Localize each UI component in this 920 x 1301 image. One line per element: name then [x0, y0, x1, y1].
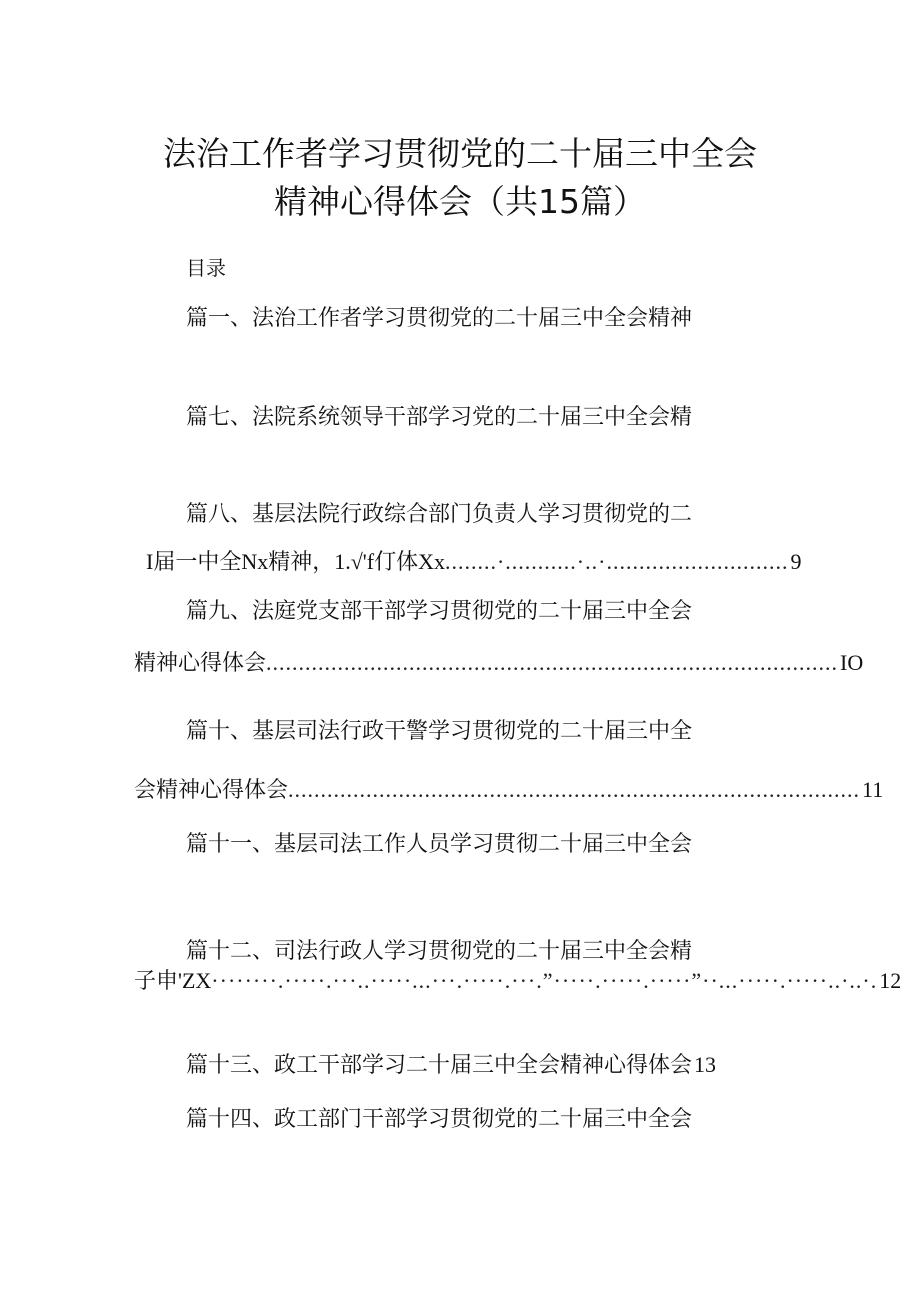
toc-entry-8-text: 篇十三、政工干部学习二十届三中全会精神心得体会 — [186, 1053, 693, 1078]
toc-entry-8-page-number: 13 — [694, 1052, 717, 1077]
toc-entry-7-page-number: 12 — [879, 968, 902, 993]
toc-entry-8[interactable] — [186, 1050, 746, 1081]
toc-entry-7-continuation[interactable] — [134, 966, 902, 996]
toc-entry-7-leader-dots: ········.·····.···..·····...···.·····.···.”·····.·····.·····”··...·····.·····..·..·. — [211, 968, 878, 993]
toc-entry-4-cont-text: 精神心得体会 — [134, 651, 267, 676]
toc-entry-9[interactable]: 篇十四、政工部门干部学习贯彻党的二十届三中全会 — [186, 1107, 693, 1132]
toc-entry-2[interactable]: 篇七、法院系统领导干部学习党的二十届三中全会精 — [186, 405, 693, 430]
toc-entry-3-leader-dots: ........·...........·..·............................ — [444, 549, 789, 574]
document-title-line2: 精神心得体会（共15篇） — [274, 182, 646, 221]
toc-entry-5-continuation[interactable] — [134, 775, 884, 806]
toc-entry-5-cont-text: 会精神心得体会 — [134, 778, 289, 803]
toc-entry-5[interactable]: 篇十、基层司法行政干警学习贯彻党的二十届三中全 — [186, 719, 693, 744]
toc-entry-6[interactable]: 篇十一、基层司法工作人员学习贯彻二十届三中全会 — [186, 832, 693, 857]
toc-entry-4[interactable]: 篇九、法庭党支部干部学习贯彻党的二十届三中全会 — [186, 599, 693, 624]
toc-entry-4-leader-dots: ........................................................................................ — [266, 650, 839, 675]
toc-entry-3-page-number: 9 — [790, 549, 802, 574]
toc-heading: 目录 — [186, 256, 226, 280]
toc-entry-3-continuation[interactable] — [146, 547, 802, 577]
toc-entry-3[interactable]: 篇八、基层法院行政综合部门负责人学习贯彻党的二 — [186, 502, 693, 527]
toc-entry-1[interactable]: 篇一、法治工作者学习贯彻党的二十届三中全会精神 — [186, 306, 693, 331]
toc-entry-7-cont-text: 子申'ZX — [134, 968, 212, 993]
toc-entry-4-continuation[interactable] — [134, 648, 864, 679]
toc-entry-7[interactable]: 篇十二、司法行政人学习贯彻党的二十届三中全会精 — [186, 939, 693, 964]
toc-entry-3-cont-text: I届一中全Nx精神，1.√'f仃体Xx — [146, 549, 445, 574]
toc-entry-5-leader-dots: ........................................................................................ — [288, 777, 861, 802]
toc-entry-4-page-number: IO — [840, 650, 864, 675]
toc-entry-5-page-number: 11 — [862, 777, 884, 802]
document-title-line1: 法治工作者学习贯彻党的二十届三中全会 — [163, 134, 757, 173]
